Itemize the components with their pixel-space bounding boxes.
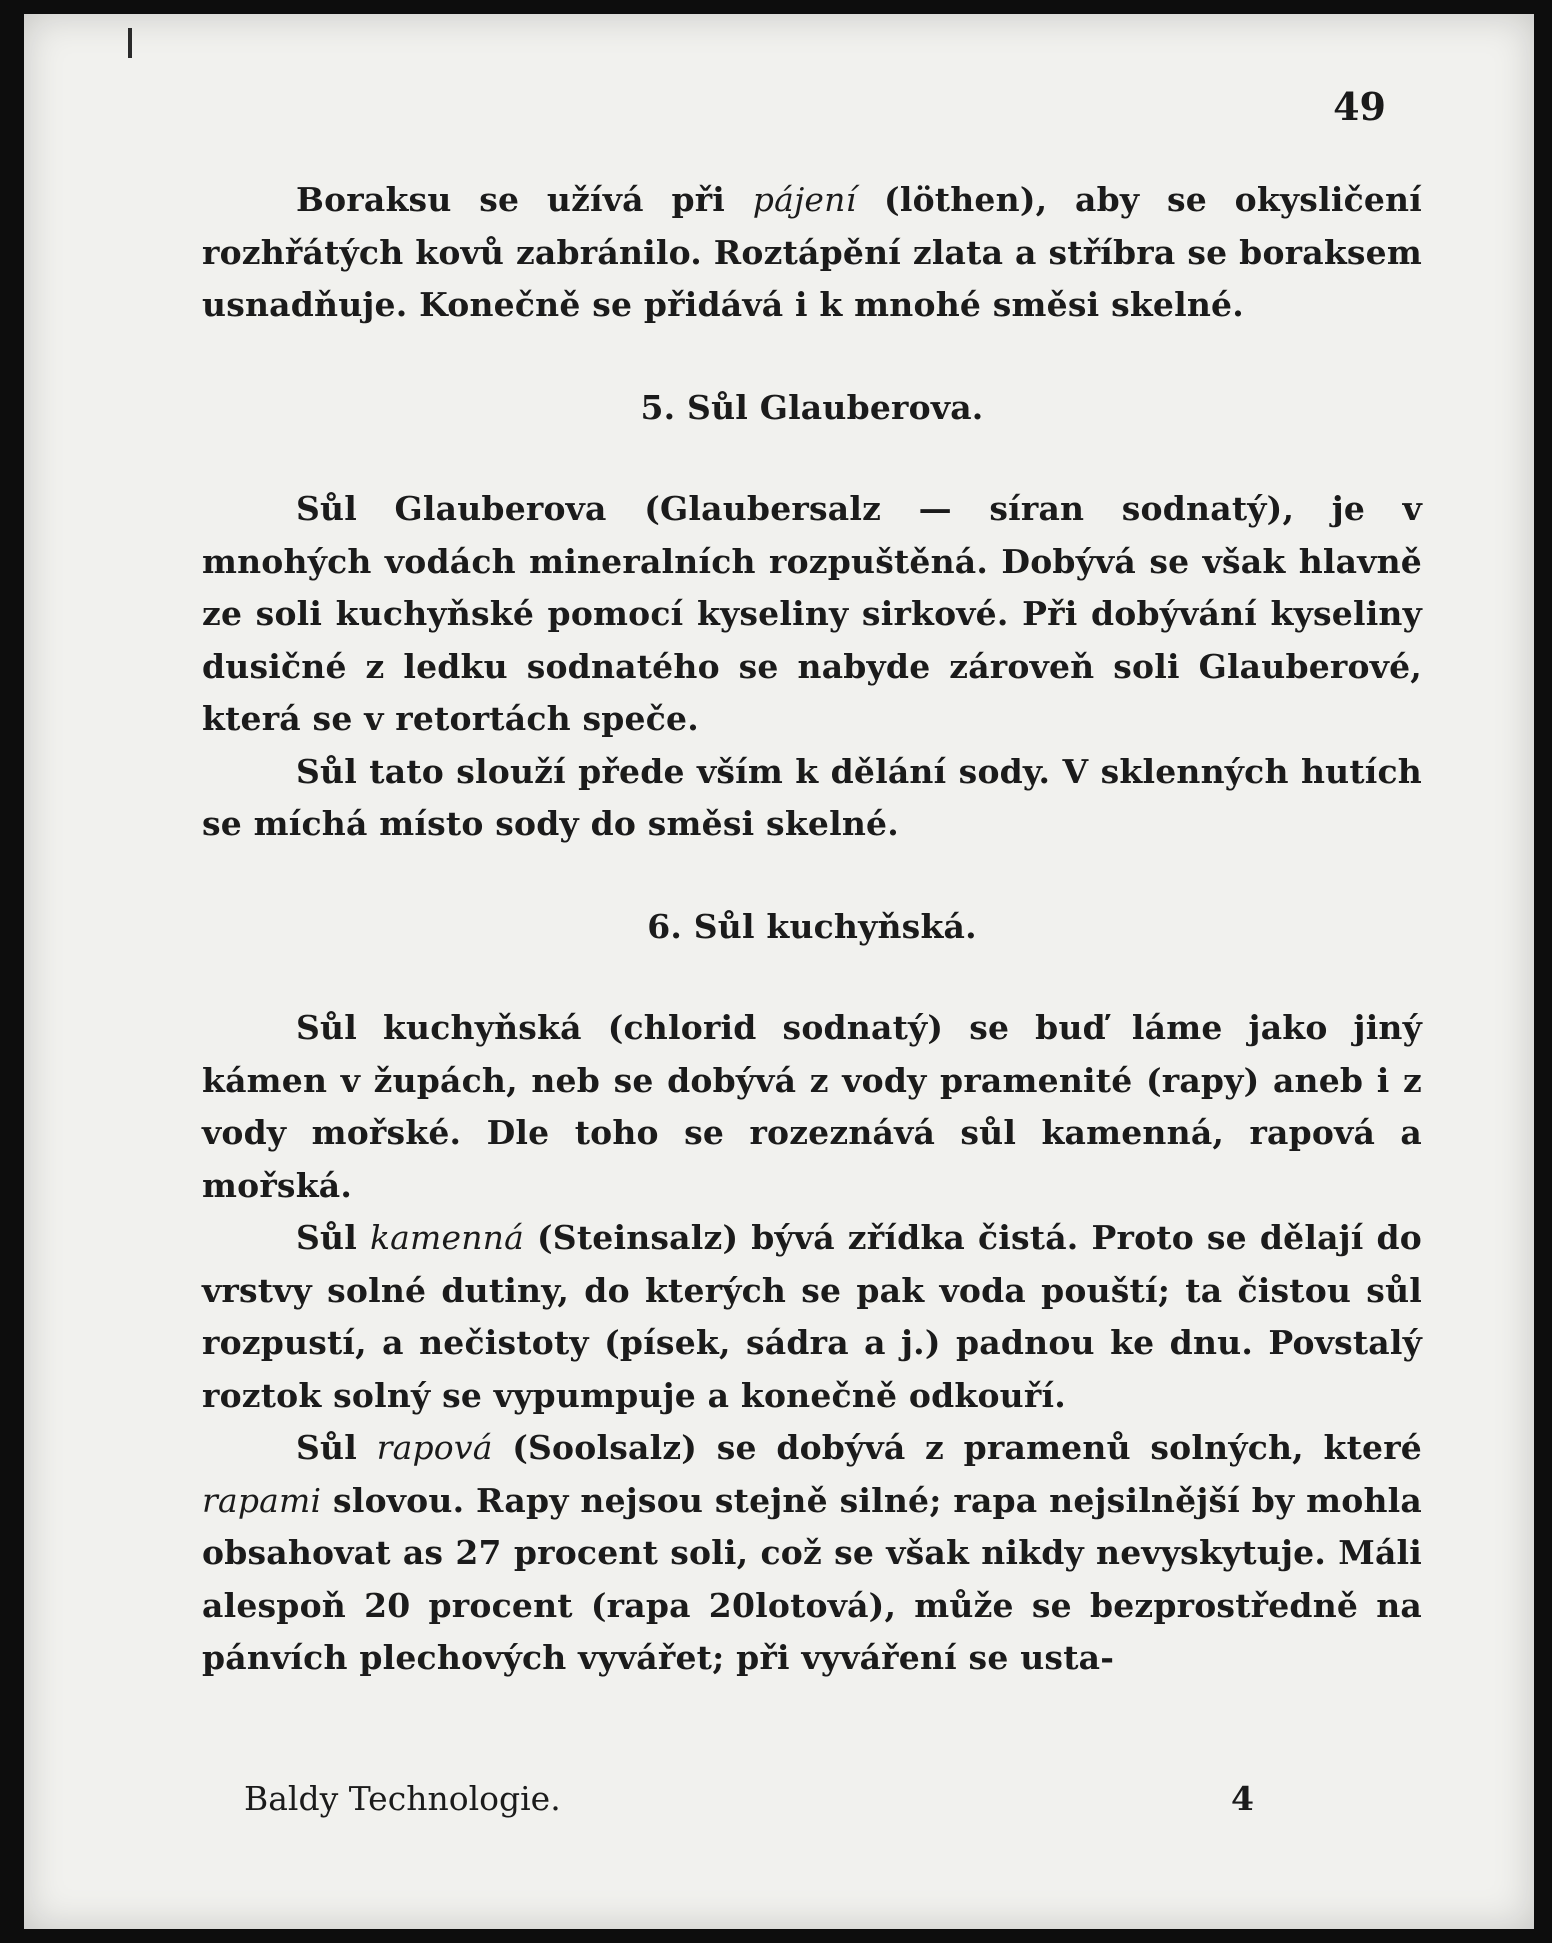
paragraph-brine-salt: Sůl rapová (Soolsalz) se dobývá z pramenů solných, které rapami slovou. Rapy nejsou stejně silné; rapa nejsilnější by mohla obsahovat as 27 procent soli, což se však nikdy nevyskytuje. Máli alespoň 20 procent (rapa 20lotová), může se bezprostředně na pánvích plechových vyvářet; při vyváření se usta- [202, 1428, 1422, 1677]
paragraph-kitchen-salt: Sůl kuchyňská (chlorid sodnatý) se buď láme jako jiný kámen v župách, neb se dobývá z vody pramenité (rapy) aneb i z vody mořské. Dle toho se rozeznává sůl kamenná, rapová a mořská. [202, 1008, 1422, 1205]
emphasis-pajeni: pájení [752, 180, 857, 219]
footer-sheet-number: 4 [1231, 1779, 1254, 1818]
scan-edge-mark [128, 28, 132, 58]
scanned-page [24, 14, 1534, 1929]
page-number: 49 [1333, 84, 1386, 129]
footer-signature: Baldy Technologie. [244, 1779, 561, 1818]
paragraph-glauber-salt: Sůl Glauberova (Glaubersalz — síran sodnatý), je v mnohých vodách mineralních rozpuštěná. Dobývá se však hlavně ze soli kuchyňské pomocí kyseliny sirkové. Při dobývání kyseliny dusičné z ledku sodnatého se nabyde zároveň soli Glauberové, která se v retortách speče. [202, 489, 1422, 738]
emphasis-rapami: rapami [202, 1480, 322, 1520]
section-heading-5: 5. Sůl Glauberova. [640, 387, 984, 427]
body-text [202, 174, 1422, 1685]
section-heading-6: 6. Sůl kuchyňská. [647, 906, 977, 946]
paragraph-borax: Boraksu se užívá při pájení (löthen), aby se okysličení rozhřátých kovů zabránilo. Roztápění zlata a stříbra se boraksem usnadňuje. Konečně se přidává i k mnohé směsi skelné. [202, 180, 1422, 324]
paragraph-rock-salt: Sůl kamenná (Steinsalz) bývá zřídka čistá. Proto se dělají do vrstvy solné dutiny, do kterých se pak voda pouští; ta čistou sůl rozpustí, a nečistoty (písek, sádra a j.) padnou ke dnu. Povstalý roztok solný se vypumpuje a konečně odkouří. [202, 1218, 1422, 1415]
emphasis-kamenna: kamenná [369, 1218, 525, 1257]
paragraph-glauber-use: Sůl tato slouží přede vším k dělání sody. V sklenných hutích se míchá místo sody do směsi skelné. [202, 751, 1422, 843]
emphasis-rapova: rapová [376, 1428, 493, 1467]
